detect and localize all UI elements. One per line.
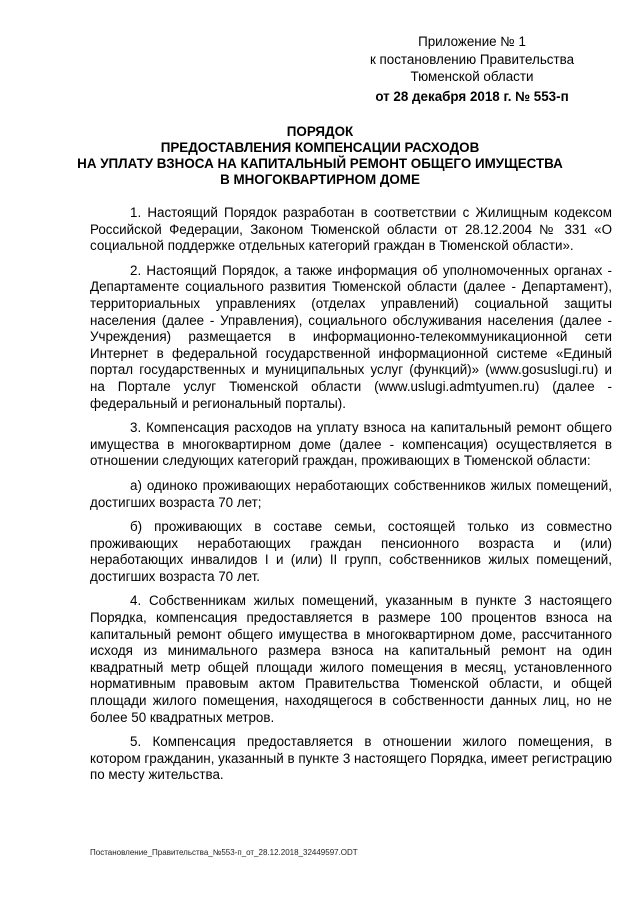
title-line: ПРЕДОСТАВЛЕНИЯ КОМПЕНСАЦИИ РАСХОДОВ [160, 140, 480, 155]
title-line: ПОРЯДОК [286, 124, 354, 139]
paragraph-2: 2. Настоящий Порядок, а также информация об уполномоченных органах - Департаменте социального развития Тюменской области (далее - Департамент), территориальных управлениях (отделах управлений) социальной защиты населения (далее - Управления), социального обслуживания населения (далее - Учреждения) размещается в информационно-телекоммуникационной сети Интернет в федеральной государственной информационной системе «Единый портал государственных и муниципальных услуг (функций)» (www.gosuslugi.ru) и на Портале услуг Тюменской области (www.uslugi.admtyumen.ru) (далее - федеральный и региональный порталы). [90, 262, 612, 411]
title-line: НА УПЛАТУ ВЗНОСА НА КАПИТАЛЬНЫЙ РЕМОНТ ОБЩЕГО ИМУЩЕСТВА [77, 156, 563, 171]
appendix-number: Приложение № 1 [418, 34, 526, 49]
appendix-date-number: от 28 декабря 2018 г. № 553-п [375, 88, 569, 104]
paragraph-3b: б) проживающих в составе семьи, состоящей только из совместно проживающих неработающих граждан пенсионного возраста и (или) неработающих инвалидов I и (или) II групп, собственников жилых помещений, достигших возраста 70 лет. [90, 519, 612, 584]
paragraph-3a: а) одиноко проживающих неработающих собственников жилых помещений, достигших возраста 70 лет; [90, 477, 612, 510]
paragraph-3: 3. Компенсация расходов на уплату взноса на капитальный ремонт общего имущества в многоквартирном доме (далее - компенсация) осуществляется в отношении следующих категорий граждан, проживающих в Тюменской области: [90, 420, 612, 469]
appendix-resolution-ref: к постановлению Правительства [369, 51, 575, 67]
document-title [60, 124, 580, 188]
paragraph-1: 1. Настоящий Порядок разработан в соответствии с Жилищным кодексом Российской Федерации, Законом Тюменской области от 28.12.2004 № 331 «О социальной поддержке отдельных категорий граждан в Тюменской области». [90, 205, 612, 254]
document-body [90, 205, 612, 792]
paragraph-5: 5. Компенсация предоставляется в отношении жилого помещения, в котором гражданин, указанный в пункте 3 настоящего Порядка, имеет регистрацию по месту жительства. [90, 734, 612, 783]
appendix-header [352, 33, 592, 105]
footer-filename: Постановление_Правительства_№553-п_от_28.12.2018_32449597.ODT [90, 848, 358, 857]
appendix-region: Тюменской области [410, 69, 534, 84]
paragraph-4: 4. Собственникам жилых помещений, указанным в пункте 3 настоящего Порядка, компенсация предоставляется в размере 100 процентов взноса на капитальный ремонт общего имущества в многоквартирном доме, рассчитанного исходя из минимального размера взноса на капитальный ремонт на один квадратный метр общей площади жилого помещения в месяц, установленного нормативным правовым актом Правительства Тюменской области, и общей площади жилого помещения, находящегося в собственности данных лиц, но не более 50 квадратных метров. [90, 593, 612, 725]
title-line: В МНОГОКВАРТИРНОМ ДОМЕ [220, 172, 420, 187]
